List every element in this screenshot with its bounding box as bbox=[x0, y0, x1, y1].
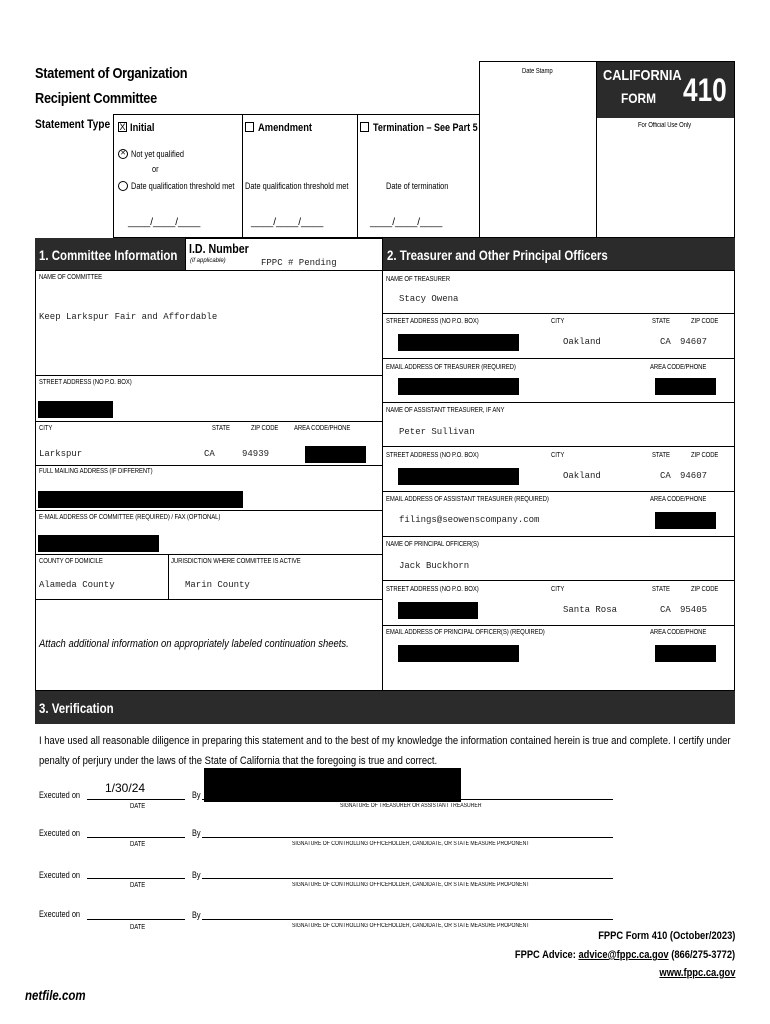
committee-email-redacted bbox=[38, 535, 159, 552]
mailing-address-label: FULL MAILING ADDRESS (IF DIFFERENT) bbox=[39, 468, 153, 475]
amendment-date-field[interactable]: ____/____/____ bbox=[251, 217, 324, 228]
asst-email-value[interactable]: filings@seowenscompany.com bbox=[399, 515, 540, 525]
committee-name-value[interactable]: Keep Larkspur Fair and Affordable bbox=[39, 312, 218, 322]
controlling-signature-caption-3: SIGNATURE OF CONTROLLING OFFICEHOLDER, CANDIDATE, OR STATE MEASURE PROPONENT bbox=[292, 923, 530, 929]
verification-text-line1: I have used all reasonable diligence in preparing this statement and to the best of my knowledge the information contained herein is true and complete. I certify under bbox=[39, 735, 731, 747]
treasurer-name-label: NAME OF TREASURER bbox=[386, 276, 450, 283]
statement-type-label: Statement Type bbox=[35, 117, 111, 131]
form-title-line2: Recipient Committee bbox=[35, 90, 157, 107]
principal-state-label: STATE bbox=[652, 586, 670, 593]
section3-heading: 3. Verification bbox=[39, 700, 114, 716]
id-number-label: I.D. Number bbox=[189, 241, 249, 256]
amendment-checkbox[interactable] bbox=[245, 122, 254, 132]
treasurer-zip-value[interactable]: 94607 bbox=[680, 337, 708, 347]
asst-email-label: EMAIL ADDRESS OF ASSISTANT TREASURER (REQUIRED) bbox=[386, 496, 549, 503]
initial-label: Initial bbox=[130, 122, 155, 134]
section3-bar bbox=[35, 691, 735, 724]
principal-phone-redacted bbox=[655, 645, 716, 662]
asst-street-redacted bbox=[398, 468, 519, 485]
date-stamp-box bbox=[479, 61, 597, 238]
treasurer-city-label: CITY bbox=[551, 318, 565, 325]
committee-city-label: CITY bbox=[39, 425, 53, 432]
controlling-signature-caption-2: SIGNATURE OF CONTROLLING OFFICEHOLDER, CANDIDATE, OR STATE MEASURE PROPONENT bbox=[292, 882, 530, 888]
jurisdiction-value[interactable]: Marin County bbox=[185, 580, 250, 590]
asst-street-label: STREET ADDRESS (NO P.O. BOX) bbox=[386, 452, 479, 459]
id-number-value[interactable]: FPPC # Pending bbox=[261, 258, 337, 268]
advice-prefix: FPPC Advice: bbox=[514, 949, 579, 961]
committee-phone-label: AREA CODE/PHONE bbox=[294, 425, 351, 432]
form-word: FORM bbox=[621, 90, 657, 106]
verification-text-line2: penalty of perjury under the laws of the State of California that the foregoing is true and correct. bbox=[39, 755, 438, 767]
treasurer-city-value[interactable]: Oakland bbox=[563, 337, 601, 347]
principal-zip-label: ZIP CODE bbox=[691, 586, 719, 593]
amend-date-qualification-label: Date qualification threshold met bbox=[245, 181, 349, 191]
committee-zip-value[interactable]: 94939 bbox=[242, 449, 270, 459]
date-qualification-radio[interactable] bbox=[118, 181, 128, 191]
principal-phone-label: AREA CODE/PHONE bbox=[650, 629, 707, 636]
principal-city-label: CITY bbox=[551, 586, 565, 593]
california-label: CALIFORNIA bbox=[603, 67, 682, 84]
section2-heading: 2. Treasurer and Other Principal Officers bbox=[387, 247, 608, 263]
by-label-1: By bbox=[192, 790, 201, 800]
not-yet-qualified-label: Not yet qualified bbox=[131, 149, 184, 159]
asst-state-label: STATE bbox=[652, 452, 670, 459]
date-caption-2: DATE bbox=[130, 841, 146, 848]
treasurer-state-value[interactable]: CA bbox=[660, 337, 671, 347]
treasurer-email-label: EMAIL ADDRESS OF TREASURER (REQUIRED) bbox=[386, 364, 516, 371]
termination-label: Termination – See Part 5 bbox=[373, 122, 478, 134]
by-label-2: By bbox=[192, 828, 201, 838]
form-number: 410 bbox=[683, 72, 727, 108]
treasurer-signature-caption: SIGNATURE OF TREASURER OR ASSISTANT TREASURER bbox=[340, 803, 482, 809]
asst-city-value[interactable]: Oakland bbox=[563, 471, 601, 481]
treasurer-phone-label: AREA CODE/PHONE bbox=[650, 364, 707, 371]
asst-zip-label: ZIP CODE bbox=[691, 452, 719, 459]
treasurer-email-redacted bbox=[398, 378, 519, 395]
committee-state-label: STATE bbox=[212, 425, 230, 432]
county-value[interactable]: Alameda County bbox=[39, 580, 115, 590]
not-yet-qualified-radio[interactable]: ✕ bbox=[118, 149, 128, 159]
committee-street-redacted bbox=[38, 401, 113, 418]
termination-checkbox[interactable] bbox=[360, 122, 369, 132]
netfile-logo: netfile.com bbox=[25, 987, 86, 1003]
executed-on-label-2: Executed on bbox=[39, 828, 81, 838]
principal-street-label: STREET ADDRESS (NO P.O. BOX) bbox=[386, 586, 479, 593]
form-title-line1: Statement of Organization bbox=[35, 65, 188, 82]
committee-street-label: STREET ADDRESS (NO P.O. BOX) bbox=[39, 379, 132, 386]
execution-date-value[interactable]: 1/30/24 bbox=[105, 781, 146, 795]
date-of-termination-label: Date of termination bbox=[386, 181, 449, 191]
fppc-website-link[interactable]: www.fppc.ca.gov bbox=[658, 967, 735, 979]
date-stamp-label: Date Stamp bbox=[522, 68, 553, 75]
section1-frame bbox=[35, 270, 383, 691]
asst-state-value[interactable]: CA bbox=[660, 471, 671, 481]
treasurer-state-label: STATE bbox=[652, 318, 670, 325]
principal-officer-label: NAME OF PRINCIPAL OFFICER(S) bbox=[386, 541, 479, 548]
official-use-label: For Official Use Only bbox=[638, 122, 691, 129]
executed-on-label-3: Executed on bbox=[39, 870, 81, 880]
treasurer-street-redacted bbox=[398, 334, 519, 351]
treasurer-name-value[interactable]: Stacy Owena bbox=[399, 294, 459, 304]
principal-state-value[interactable]: CA bbox=[660, 605, 671, 615]
asst-city-label: CITY bbox=[551, 452, 565, 459]
principal-street-redacted bbox=[398, 602, 478, 619]
date-caption-3: DATE bbox=[130, 882, 146, 889]
jurisdiction-label: JURISDICTION WHERE COMMITTEE IS ACTIVE bbox=[171, 558, 301, 565]
committee-name-label: NAME OF COMMITTEE bbox=[39, 274, 103, 281]
form-version: FPPC Form 410 (October/2023) bbox=[597, 930, 735, 942]
committee-phone-redacted bbox=[305, 446, 366, 463]
initial-checkbox[interactable]: X bbox=[119, 122, 126, 132]
treasurer-signature-redacted bbox=[204, 768, 461, 802]
asst-phone-label: AREA CODE/PHONE bbox=[650, 496, 707, 503]
committee-city-value[interactable]: Larkspur bbox=[39, 449, 83, 459]
asst-zip-value[interactable]: 94607 bbox=[680, 471, 708, 481]
date-qualification-label: Date qualification threshold met bbox=[131, 181, 235, 191]
committee-zip-label: ZIP CODE bbox=[251, 425, 279, 432]
termination-date-field[interactable]: ____/____/____ bbox=[370, 217, 443, 228]
amendment-label: Amendment bbox=[258, 122, 313, 134]
principal-email-redacted bbox=[398, 645, 519, 662]
fppc-advice bbox=[515, 949, 735, 961]
treasurer-street-label: STREET ADDRESS (NO P.O. BOX) bbox=[386, 318, 479, 325]
asst-phone-redacted bbox=[655, 512, 716, 529]
initial-date-field[interactable]: ____/____/____ bbox=[128, 217, 201, 228]
county-label: COUNTY OF DOMICILE bbox=[39, 558, 103, 565]
principal-officer-value[interactable]: Jack Buckhorn bbox=[399, 561, 470, 571]
principal-city-value[interactable]: Santa Rosa bbox=[563, 605, 618, 615]
advice-phone: (866/275-3772) bbox=[668, 949, 735, 961]
executed-on-label-4: Executed on bbox=[39, 909, 81, 919]
controlling-signature-caption-1: SIGNATURE OF CONTROLLING OFFICEHOLDER, CANDIDATE, OR STATE MEASURE PROPONENT bbox=[292, 841, 530, 847]
treasurer-phone-redacted bbox=[655, 378, 716, 395]
principal-email-label: EMAIL ADDRESS OF PRINCIPAL OFFICER(S) (REQUIRED) bbox=[386, 629, 545, 636]
advice-email-link[interactable]: advice@fppc.ca.gov bbox=[578, 949, 669, 961]
committee-state-value[interactable]: CA bbox=[204, 449, 215, 459]
by-label-3: By bbox=[192, 870, 201, 880]
attach-note: Attach additional information on appropriately labeled continuation sheets. bbox=[39, 638, 349, 650]
committee-email-label: E-MAIL ADDRESS OF COMMITTEE (REQUIRED) / FAX (OPTIONAL) bbox=[39, 514, 221, 521]
date-caption-4: DATE bbox=[130, 924, 146, 931]
assistant-treasurer-value[interactable]: Peter Sullivan bbox=[399, 427, 475, 437]
date-caption-1: DATE bbox=[130, 803, 146, 810]
mailing-address-redacted bbox=[38, 491, 243, 508]
assistant-treasurer-label: NAME OF ASSISTANT TREASURER, IF ANY bbox=[386, 407, 505, 414]
principal-zip-value[interactable]: 95405 bbox=[680, 605, 708, 615]
treasurer-zip-label: ZIP CODE bbox=[691, 318, 719, 325]
or-label: or bbox=[152, 164, 159, 174]
section1-heading: 1. Committee Information bbox=[39, 247, 178, 263]
executed-on-label-1: Executed on bbox=[39, 790, 81, 800]
by-label-4: By bbox=[192, 910, 201, 920]
if-applicable-label: (if applicable) bbox=[190, 258, 226, 264]
